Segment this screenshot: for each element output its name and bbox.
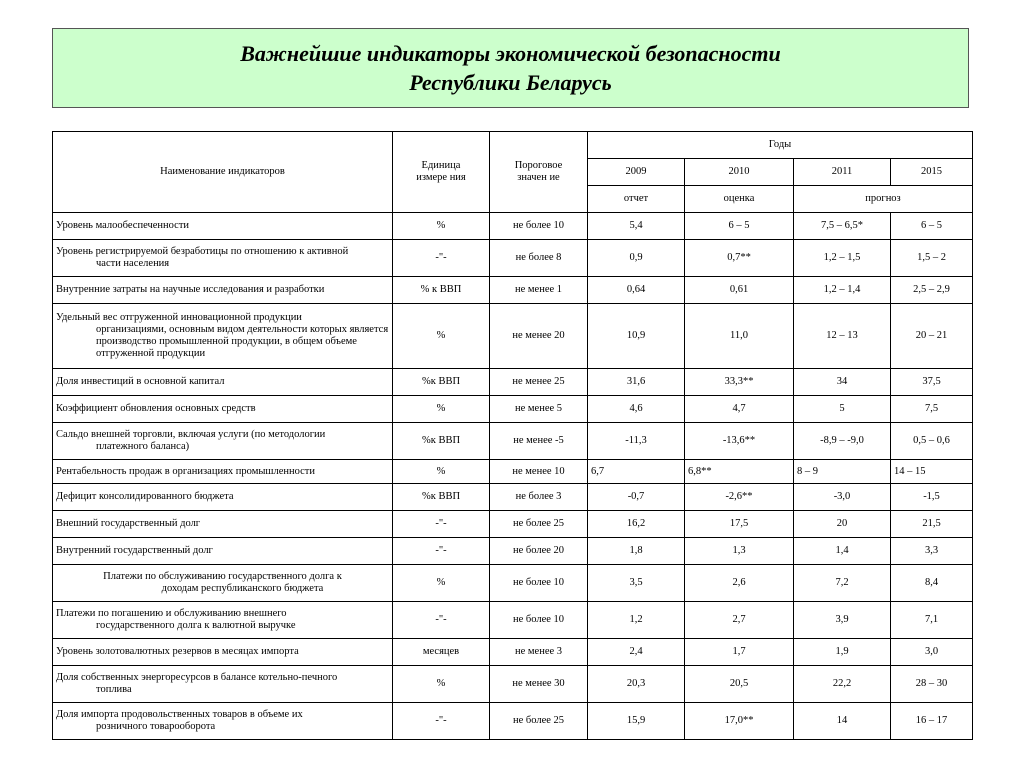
value-2015-cell: 8,4	[891, 565, 973, 602]
threshold-cell: не менее 20	[490, 304, 588, 369]
unit-cell: %	[393, 213, 490, 240]
unit-cell: %	[393, 304, 490, 369]
table-row	[53, 703, 973, 740]
indicator-name-cell	[53, 369, 393, 396]
indicators-table-body	[53, 213, 973, 740]
indicators-table	[52, 131, 973, 740]
value-2010-cell: 6 – 5	[685, 213, 794, 240]
indicator-name-cell	[53, 277, 393, 304]
value-2015-cell: 0,5 – 0,6	[891, 423, 973, 460]
value-2009-cell: 4,6	[588, 396, 685, 423]
value-2009-cell: 15,9	[588, 703, 685, 740]
indicator-name-continuation: доходам республиканского бюджета	[161, 583, 324, 594]
unit-cell: %к ВВП	[393, 484, 490, 511]
indicator-name-continuation: топлива	[96, 684, 132, 695]
threshold-cell: не менее 5	[490, 396, 588, 423]
title-line-1: Важнейшие индикаторы экономической безопасности	[240, 41, 781, 66]
header-threshold	[490, 132, 588, 213]
value-2015-cell: 14 – 15	[891, 460, 973, 484]
threshold-cell: не менее -5	[490, 423, 588, 460]
value-2009-cell: 6,7	[588, 460, 685, 484]
indicator-name: Уровень малообеспеченности	[56, 220, 190, 231]
threshold-cell: не более 25	[490, 703, 588, 740]
value-2010-cell: 17,5	[685, 511, 794, 538]
value-2010-cell: 4,7	[685, 396, 794, 423]
header-indicator-name: Наименование индикаторов	[53, 132, 393, 213]
value-2015-cell: 28 – 30	[891, 666, 973, 703]
indicator-name-continuation: части населения	[96, 258, 170, 269]
indicator-name: Внутренний государственный долг	[56, 545, 213, 556]
indicator-name-cell	[53, 213, 393, 240]
value-2010-cell: 0,7**	[685, 240, 794, 277]
value-2009-cell: 5,4	[588, 213, 685, 240]
indicator-name-cell	[53, 511, 393, 538]
value-2009-cell: 16,2	[588, 511, 685, 538]
indicator-name: Доля импорта продовольственных товаров в объеме их	[56, 709, 303, 720]
value-2011-cell: 34	[794, 369, 891, 396]
indicator-name-cell	[53, 703, 393, 740]
indicator-name-cell	[53, 304, 393, 369]
table-row	[53, 396, 973, 423]
threshold-cell: не менее 3	[490, 639, 588, 666]
header-year-2010: 2010	[685, 159, 794, 186]
indicator-name: Доля инвестиций в основной капитал	[56, 376, 225, 387]
value-2011-cell: 5	[794, 396, 891, 423]
value-2010-cell: -2,6**	[685, 484, 794, 511]
value-2010-cell: 17,0**	[685, 703, 794, 740]
value-2015-cell: 2,5 – 2,9	[891, 277, 973, 304]
value-2009-cell: 31,6	[588, 369, 685, 396]
indicator-name-continuation: платежного баланса)	[96, 441, 190, 452]
table-row	[53, 460, 973, 484]
table-row	[53, 277, 973, 304]
header-status-2010: оценка	[685, 186, 794, 213]
threshold-cell: не менее 1	[490, 277, 588, 304]
value-2009-cell: -0,7	[588, 484, 685, 511]
value-2010-cell: 11,0	[685, 304, 794, 369]
indicator-name-cell	[53, 484, 393, 511]
value-2011-cell: -8,9 – -9,0	[794, 423, 891, 460]
table-row	[53, 423, 973, 460]
indicator-name-cell	[53, 460, 393, 484]
value-2011-cell: 3,9	[794, 602, 891, 639]
value-2015-cell: 16 – 17	[891, 703, 973, 740]
indicator-name: Внутренние затраты на научные исследования и разработки	[56, 284, 325, 295]
value-2011-cell: 1,4	[794, 538, 891, 565]
value-2009-cell: 1,2	[588, 602, 685, 639]
unit-cell: % к ВВП	[393, 277, 490, 304]
value-2009-cell: 0,9	[588, 240, 685, 277]
value-2015-cell: 1,5 – 2	[891, 240, 973, 277]
unit-cell: -"-	[393, 538, 490, 565]
value-2011-cell: 22,2	[794, 666, 891, 703]
value-2011-cell: 14	[794, 703, 891, 740]
title-line-2: Республики Беларусь	[409, 70, 612, 95]
value-2009-cell: 0,64	[588, 277, 685, 304]
threshold-cell: не более 10	[490, 213, 588, 240]
threshold-cell: не более 25	[490, 511, 588, 538]
value-2011-cell: 1,9	[794, 639, 891, 666]
unit-cell: %	[393, 396, 490, 423]
value-2010-cell: -13,6**	[685, 423, 794, 460]
threshold-cell: не более 20	[490, 538, 588, 565]
unit-cell: %	[393, 666, 490, 703]
header-status-forecast: прогноз	[794, 186, 973, 213]
header-threshold-text: Пороговое значен ие	[514, 160, 563, 183]
threshold-cell: не более 3	[490, 484, 588, 511]
header-year-2015: 2015	[891, 159, 973, 186]
table-row	[53, 213, 973, 240]
value-2010-cell: 6,8**	[685, 460, 794, 484]
header-status-2009: отчет	[588, 186, 685, 213]
value-2009-cell: 20,3	[588, 666, 685, 703]
value-2010-cell: 33,3**	[685, 369, 794, 396]
threshold-cell: не менее 30	[490, 666, 588, 703]
value-2010-cell: 2,6	[685, 565, 794, 602]
threshold-cell: не менее 25	[490, 369, 588, 396]
indicator-name: Уровень регистрируемой безработицы по отношению к активной	[56, 246, 349, 257]
indicator-name-cell	[53, 565, 393, 602]
value-2015-cell: 3,3	[891, 538, 973, 565]
unit-cell: %к ВВП	[393, 369, 490, 396]
indicator-name: Внешний государственный долг	[56, 518, 201, 529]
indicator-name: Уровень золотовалютных резервов в месяцах импорта	[56, 646, 299, 657]
table-row	[53, 565, 973, 602]
value-2015-cell: 6 – 5	[891, 213, 973, 240]
value-2015-cell: 20 – 21	[891, 304, 973, 369]
indicator-name: Доля собственных энергоресурсов в балансе котельно-печного	[56, 672, 338, 683]
value-2010-cell: 20,5	[685, 666, 794, 703]
indicator-name: Платежи по обслуживанию государственного долга к	[103, 571, 342, 582]
indicator-name-cell	[53, 240, 393, 277]
table-row	[53, 639, 973, 666]
table-row	[53, 511, 973, 538]
value-2015-cell: 7,5	[891, 396, 973, 423]
table-row	[53, 666, 973, 703]
indicator-name-continuation: государственного долга к валютной выручке	[96, 620, 296, 631]
unit-cell: -"-	[393, 240, 490, 277]
unit-cell: месяцев	[393, 639, 490, 666]
unit-cell: -"-	[393, 602, 490, 639]
indicator-name-cell	[53, 538, 393, 565]
table-row	[53, 240, 973, 277]
indicator-name-cell	[53, 666, 393, 703]
header-unit-text: Единица измере ния	[416, 160, 466, 183]
threshold-cell: не более 10	[490, 602, 588, 639]
value-2015-cell: 7,1	[891, 602, 973, 639]
indicator-name: Рентабельность продаж в организациях промышленности	[56, 465, 316, 477]
value-2009-cell: 1,8	[588, 538, 685, 565]
indicator-name: Коэффициент обновления основных средств	[56, 403, 256, 414]
value-2011-cell: 20	[794, 511, 891, 538]
header-year-2011: 2011	[794, 159, 891, 186]
value-2011-cell: 8 – 9	[794, 460, 891, 484]
indicator-name-cell	[53, 423, 393, 460]
unit-cell: -"-	[393, 511, 490, 538]
indicator-name-continuation: розничного товарооборота	[96, 721, 216, 732]
indicator-name-cell	[53, 602, 393, 639]
threshold-cell: не менее 10	[490, 460, 588, 484]
indicator-name: Дефицит консолидированного бюджета	[56, 491, 234, 502]
value-2015-cell: 3,0	[891, 639, 973, 666]
threshold-cell: не более 8	[490, 240, 588, 277]
value-2010-cell: 1,7	[685, 639, 794, 666]
unit-cell: %к ВВП	[393, 423, 490, 460]
header-unit	[393, 132, 490, 213]
title-banner	[52, 28, 969, 108]
value-2009-cell: 10,9	[588, 304, 685, 369]
indicator-name-cell	[53, 639, 393, 666]
table-row	[53, 484, 973, 511]
value-2011-cell: 7,2	[794, 565, 891, 602]
value-2015-cell: 37,5	[891, 369, 973, 396]
indicator-name-continuation: организациями, основным видом деятельности которых является производство промышленной продукции, в общем объеме отгруженной продукции	[96, 324, 389, 359]
value-2011-cell: 12 – 13	[794, 304, 891, 369]
unit-cell: %	[393, 565, 490, 602]
threshold-cell: не более 10	[490, 565, 588, 602]
indicator-name: Сальдо внешней торговли, включая услуги (по методологии	[56, 429, 326, 440]
value-2010-cell: 1,3	[685, 538, 794, 565]
value-2011-cell: 7,5 – 6,5*	[794, 213, 891, 240]
value-2010-cell: 2,7	[685, 602, 794, 639]
header-years: Годы	[588, 132, 973, 159]
indicator-name: Платежи по погашению и обслуживанию внешнего	[56, 608, 287, 619]
value-2011-cell: 1,2 – 1,4	[794, 277, 891, 304]
value-2011-cell: 1,2 – 1,5	[794, 240, 891, 277]
table-row	[53, 304, 973, 369]
value-2015-cell: 21,5	[891, 511, 973, 538]
header-year-2009: 2009	[588, 159, 685, 186]
value-2015-cell: -1,5	[891, 484, 973, 511]
value-2009-cell: 3,5	[588, 565, 685, 602]
table-row	[53, 369, 973, 396]
value-2009-cell: 2,4	[588, 639, 685, 666]
unit-cell: %	[393, 460, 490, 484]
value-2010-cell: 0,61	[685, 277, 794, 304]
table-row	[53, 602, 973, 639]
unit-cell: -"-	[393, 703, 490, 740]
indicator-name-cell	[53, 396, 393, 423]
value-2009-cell: -11,3	[588, 423, 685, 460]
table-row	[53, 538, 973, 565]
indicator-name: Удельный вес отгруженной инновационной продукции	[56, 312, 302, 323]
value-2011-cell: -3,0	[794, 484, 891, 511]
